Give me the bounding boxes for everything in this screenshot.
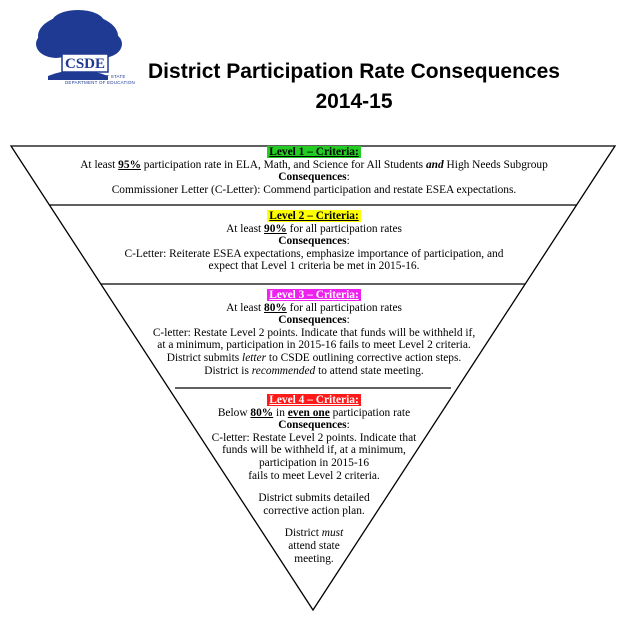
level-4-meeting-line-2: attend state bbox=[288, 539, 340, 552]
logo-name: CSDE bbox=[64, 56, 106, 72]
level-2-consequences-line-2: expect that Level 1 criteria be met in 2015-16. bbox=[208, 260, 420, 273]
level-1-consequences-label: Consequences: bbox=[278, 171, 350, 184]
logo-subtitle-1: CONNECTICUT STATE bbox=[74, 74, 126, 79]
level-1-criteria: At least 95% participation rate in ELA, Math, and Science for All Students and High Needs Subgroup bbox=[80, 158, 548, 171]
level-3-consequences-label: Consequences: bbox=[278, 314, 350, 327]
page-subtitle-year: 2014-15 bbox=[315, 90, 393, 113]
level-3-consequences-line-2: at a minimum, participation in 2015-16 fails to meet Level 2 criteria. bbox=[157, 339, 471, 352]
level-1-section bbox=[0, 146, 628, 196]
level-4-criteria: Below 80% in even one participation rate bbox=[217, 406, 411, 419]
level-4-meeting-line-3: meeting. bbox=[294, 552, 334, 565]
level-2-criteria: At least 90% for all participation rates bbox=[226, 222, 402, 235]
logo-subtitle-2: DEPARTMENT OF EDUCATION bbox=[64, 80, 136, 85]
level-2-section bbox=[0, 210, 628, 273]
level-4-consequences-line-2: funds will be withheld if, at a minimum, bbox=[222, 444, 406, 457]
level-2-consequences-label: Consequences: bbox=[278, 235, 350, 248]
level-1-consequences: Commissioner Letter (C-Letter): Commend participation and restate ESEA expectations. bbox=[111, 183, 517, 196]
level-3-section bbox=[0, 289, 628, 377]
level-4-consequences-line-4: fails to meet Level 2 criteria. bbox=[248, 469, 380, 482]
level-2-header: Level 2 – Criteria: bbox=[269, 210, 359, 222]
level-4-consequences-line-3: participation in 2015-16 bbox=[258, 456, 370, 469]
level-3-header: Level 3 – Criteria: bbox=[269, 289, 359, 301]
level-4-action-plan-line-2: corrective action plan. bbox=[263, 504, 365, 517]
level-3-consequences-line-1: C-letter: Restate Level 2 points. Indicate that funds will be withheld if, bbox=[152, 326, 476, 339]
level-4-meeting-line-1: District must bbox=[284, 527, 344, 540]
level-2-consequences-line-1: C-Letter: Reiterate ESEA expectations, emphasize importance of participation, and bbox=[124, 247, 504, 260]
level-4-consequences-line-1: C-letter: Restate Level 2 points. Indicate that bbox=[211, 431, 417, 444]
level-4-header: Level 4 – Criteria: bbox=[269, 394, 359, 406]
level-3-consequences-line-3: District submits letter to CSDE outlining corrective action steps. bbox=[166, 351, 462, 364]
level-4-consequences-label: Consequences: bbox=[278, 419, 350, 432]
level-4-action-plan-line-1: District submits detailed bbox=[258, 492, 370, 505]
level-3-criteria: At least 80% for all participation rates bbox=[226, 301, 402, 314]
level-4-section bbox=[0, 394, 628, 565]
level-1-header: Level 1 – Criteria: bbox=[269, 146, 359, 158]
level-3-consequences-line-4: District is recommended to attend state meeting. bbox=[204, 364, 424, 377]
page-title: District Participation Rate Consequences bbox=[148, 60, 560, 83]
